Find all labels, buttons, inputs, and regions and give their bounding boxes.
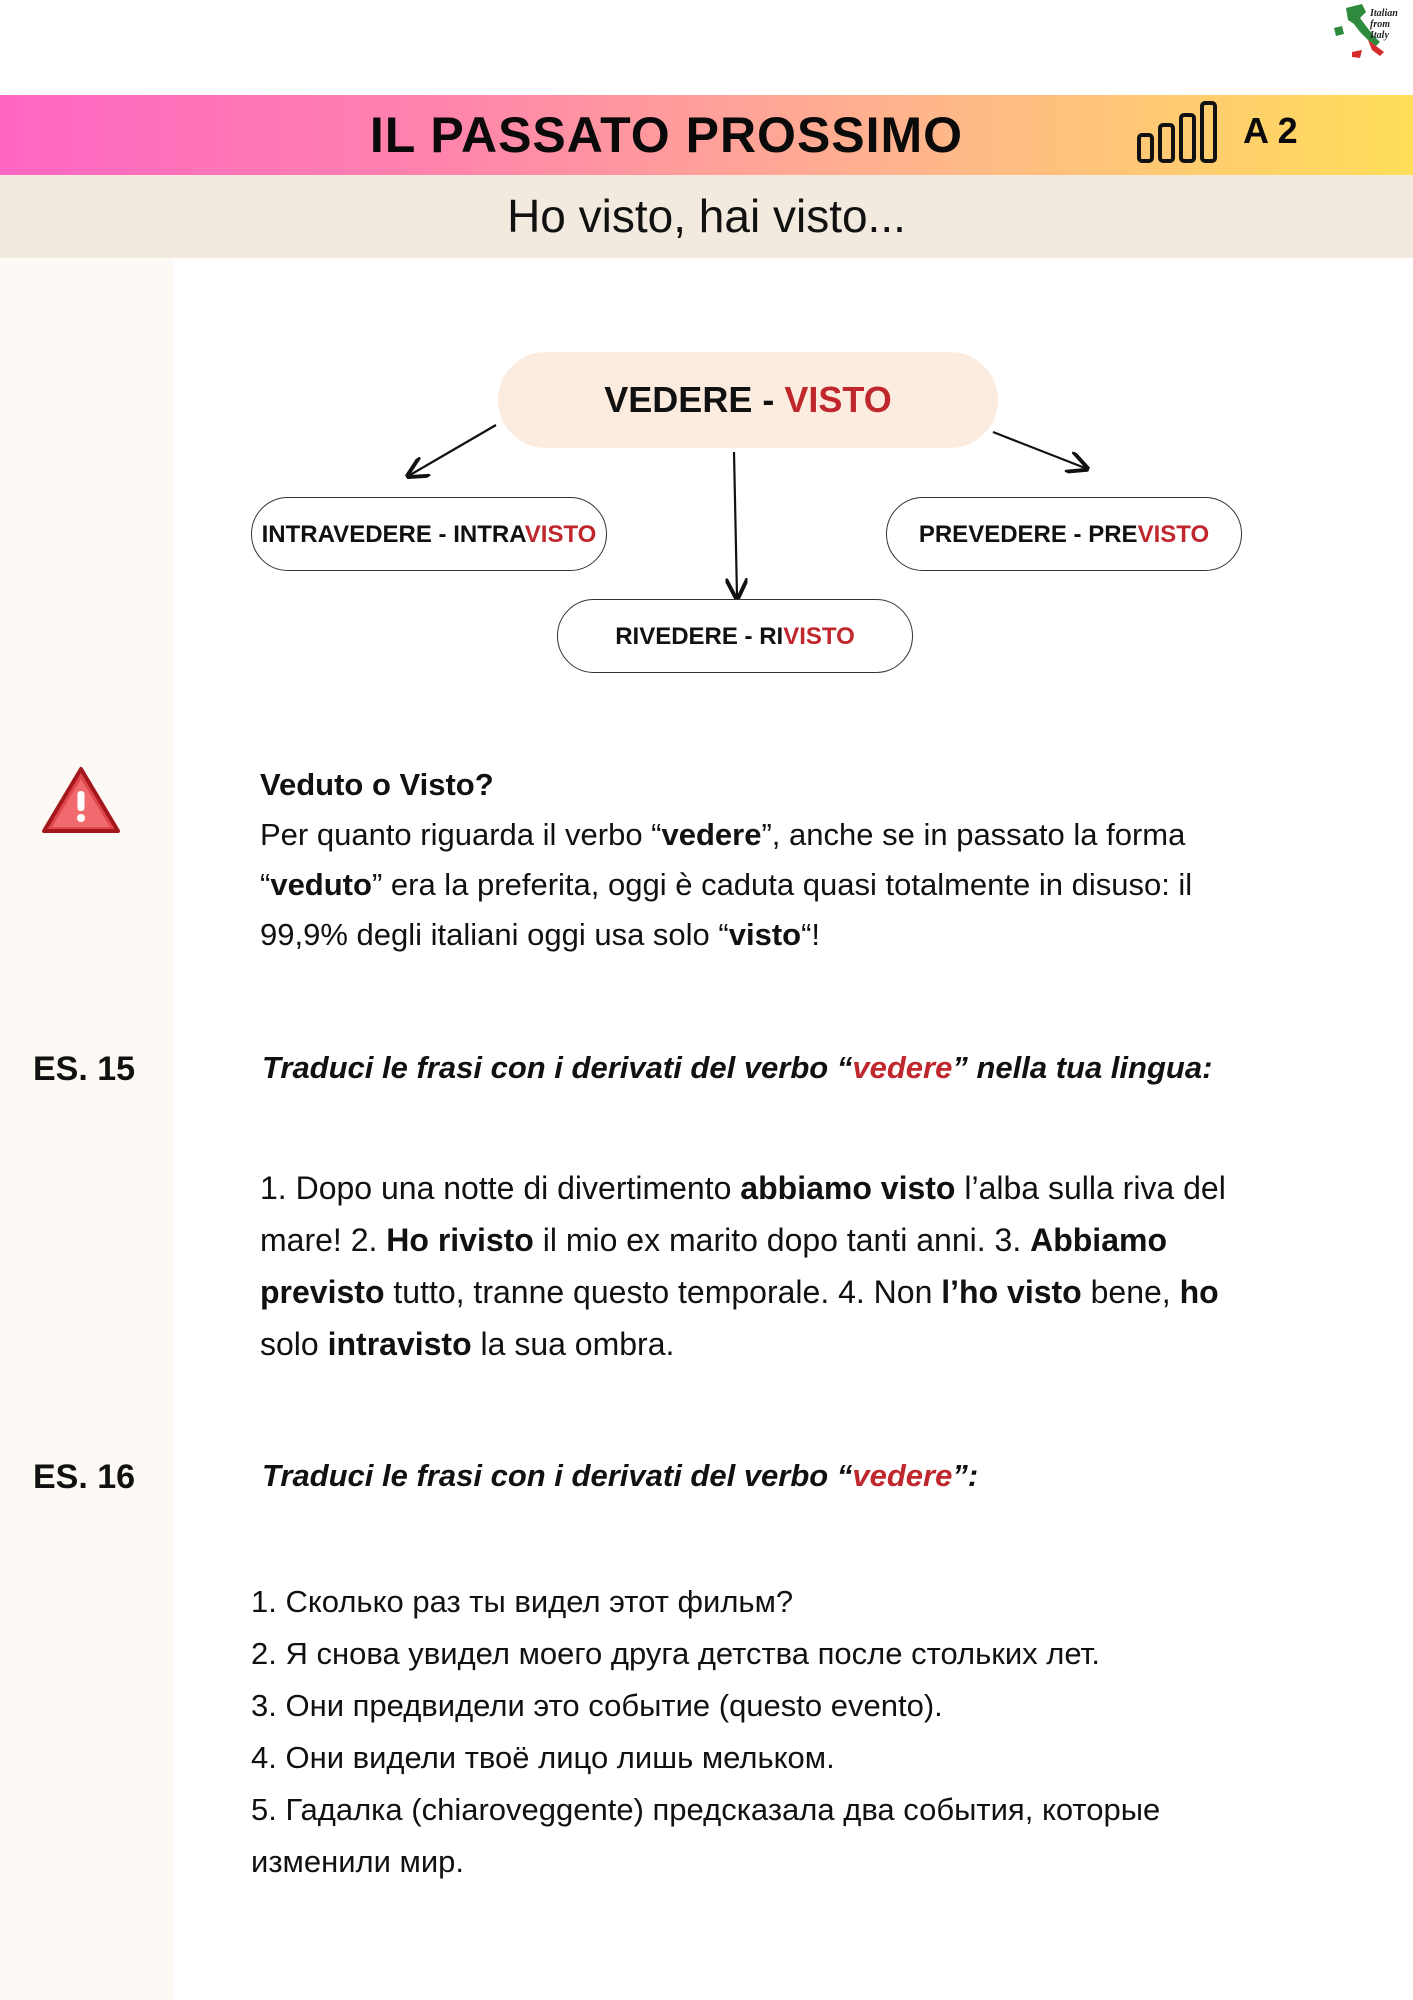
sentence-bold: l’ho visto <box>941 1274 1082 1310</box>
instruction-verb: vedere <box>852 1050 953 1085</box>
sentence-bold: abbiamo visto <box>740 1170 956 1206</box>
main-separator: - <box>752 379 785 420</box>
note-title: Veduto o Visto? <box>260 767 494 802</box>
logo-line-1: Italian <box>1370 8 1398 19</box>
node-verb: PREVEDERE <box>918 521 1067 548</box>
warning-triangle-icon <box>40 765 122 842</box>
note-body <box>260 810 1280 960</box>
node-separator: - <box>737 623 760 650</box>
node-prefix: RI <box>759 623 784 650</box>
sentence-bold: ho <box>1179 1274 1219 1310</box>
sentence-bold: intravisto <box>327 1326 472 1362</box>
exercise-15-label: ES. 15 <box>33 1050 136 1088</box>
arrow-left <box>410 425 496 475</box>
node-verb: INTRAVEDERE <box>261 521 432 548</box>
instruction-text: ”: <box>952 1458 979 1493</box>
sentence-text: l’alba sulla riva del mare! 2. <box>260 1170 1226 1258</box>
note-text: ”, anche se in passato la forma “ <box>260 817 1186 902</box>
main-verb: VEDERE <box>604 379 753 420</box>
node-rivedere <box>557 599 913 673</box>
note-bold: vedere <box>661 817 762 852</box>
arrow-right <box>993 432 1085 468</box>
list-item: 1. Сколько раз ты видел этот фильм? <box>251 1584 794 1619</box>
exercise-16-instruction <box>262 1458 978 1494</box>
subtitle: Ho visto, hai visto... <box>507 190 906 242</box>
level-badge: A 2 <box>1243 110 1298 151</box>
logo-line-3: Italy <box>1370 30 1389 41</box>
node-separator: - <box>1066 521 1089 548</box>
list-item: 4. Они видели твоё лицо лишь мельком. <box>251 1740 835 1775</box>
main-participle: VISTO <box>784 379 892 420</box>
note-bold: veduto <box>270 867 372 902</box>
instruction-text: Traduci le frasi con i derivati del verbo “ <box>262 1458 853 1493</box>
note-text: ” era la preferita, oggi è caduta quasi totalmente in disuso: il 99,9% degli italiani oggi usa solo “ <box>260 867 1193 952</box>
node-root: VISTO <box>1137 521 1210 548</box>
exercise-15-sentences <box>260 1162 1260 1370</box>
verb-derivation-diagram <box>0 340 1413 700</box>
node-root: VISTO <box>783 623 855 650</box>
note-text: Per quanto riguarda il verbo “ <box>260 817 662 852</box>
sentence-text: tutto, tranne questo temporale. 4. Non <box>384 1274 942 1310</box>
node-prevedere <box>886 497 1242 571</box>
subtitle-bar <box>0 175 1413 258</box>
note-bold: visto <box>728 917 802 952</box>
page-title: IL PASSATO PROSSIMO <box>369 107 964 163</box>
node-separator: - <box>431 521 454 548</box>
sentence-text: la sua ombra. <box>471 1326 675 1362</box>
list-item: 2. Я снова увидел моего друга детства после стольких лет. <box>251 1636 1100 1671</box>
note-text: “! <box>801 917 821 952</box>
logo-line-2: from <box>1370 19 1390 30</box>
node-intravedere <box>251 497 607 571</box>
sentence-text: bene, <box>1081 1274 1180 1310</box>
sentence-bold: Ho rivisto <box>386 1222 534 1258</box>
note-block <box>260 760 1280 960</box>
node-prefix: INTRA <box>453 521 525 548</box>
logo-text <box>1370 8 1398 41</box>
instruction-text: ” nella tua lingua: <box>952 1050 1213 1085</box>
sentence-text: il mio ex marito dopo tanti anni. 3. <box>533 1222 1031 1258</box>
level-bars-icon <box>1135 97 1235 172</box>
node-root: VISTO <box>524 521 597 548</box>
list-item: 5. Гадалка (chiaroveggente) предсказала два события, которые изменили мир. <box>251 1792 1161 1879</box>
diagram-main-node <box>498 352 998 448</box>
node-verb: RIVEDERE <box>615 623 738 650</box>
instruction-verb: vedere <box>852 1458 953 1493</box>
exercise-16-list <box>251 1576 1301 1888</box>
exercise-15-instruction <box>262 1050 1212 1086</box>
arrow-down <box>734 452 737 596</box>
sentence-bold: Abbiamo previsto <box>260 1222 1167 1310</box>
node-prefix: PRE <box>1088 521 1138 548</box>
sentence-text: 1. Dopo una notte di divertimento <box>260 1170 741 1206</box>
italian-from-italy-logo <box>1332 2 1412 60</box>
exercise-16-label: ES. 16 <box>33 1458 136 1496</box>
list-item: 3. Они предвидели это событие (questo evento). <box>251 1688 943 1723</box>
instruction-text: Traduci le frasi con i derivati del verbo “ <box>262 1050 853 1085</box>
sentence-text: solo <box>260 1326 328 1362</box>
